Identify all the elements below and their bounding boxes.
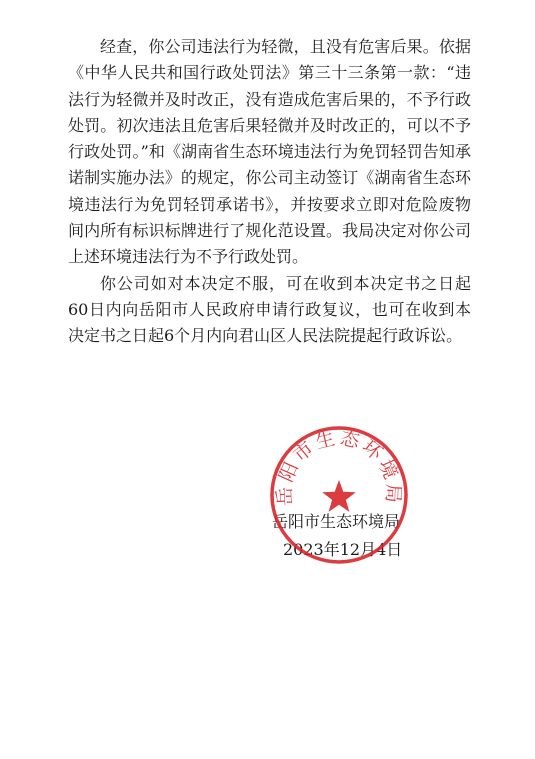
document-body	[68, 34, 471, 350]
official-seal-icon	[268, 424, 410, 566]
seal-star	[322, 480, 356, 512]
paragraph-appeal-rights: 你公司如对本决定不服，可在收到本决定书之日起60日内向岳阳市人民政府申请行政复议，也可在收到本决定书之日起6个月内向君山区人民法院提起行政诉讼。	[68, 273, 471, 346]
issue-date: 2023年12月4日	[283, 540, 403, 559]
seal-text: 岳阳市生态环境局	[273, 426, 405, 507]
paragraph-findings: 经查，你公司违法行为轻微，且没有危害后果。依据《中华人民共和国行政处罚法》第三十三条第一款：“违法行为轻微并及时改正，没有造成危害后果的，不予行政处罚。初次违法且危害后果轻微并及时改正的，可以不予行政处罚。”和《湖南省生态环境违法行为免罚轻罚告知承诺制实施办法》的规定，你公司主动签订《湖南省生态环境违法行为免罚轻罚承诺书》，并按要求立即对危险废物间内所有标识标牌进行了规化范设置。我局决定对你公司上述环境违法行为不予行政处罚。	[68, 37, 471, 267]
issuing-authority: 岳阳市生态环境局	[272, 512, 401, 531]
